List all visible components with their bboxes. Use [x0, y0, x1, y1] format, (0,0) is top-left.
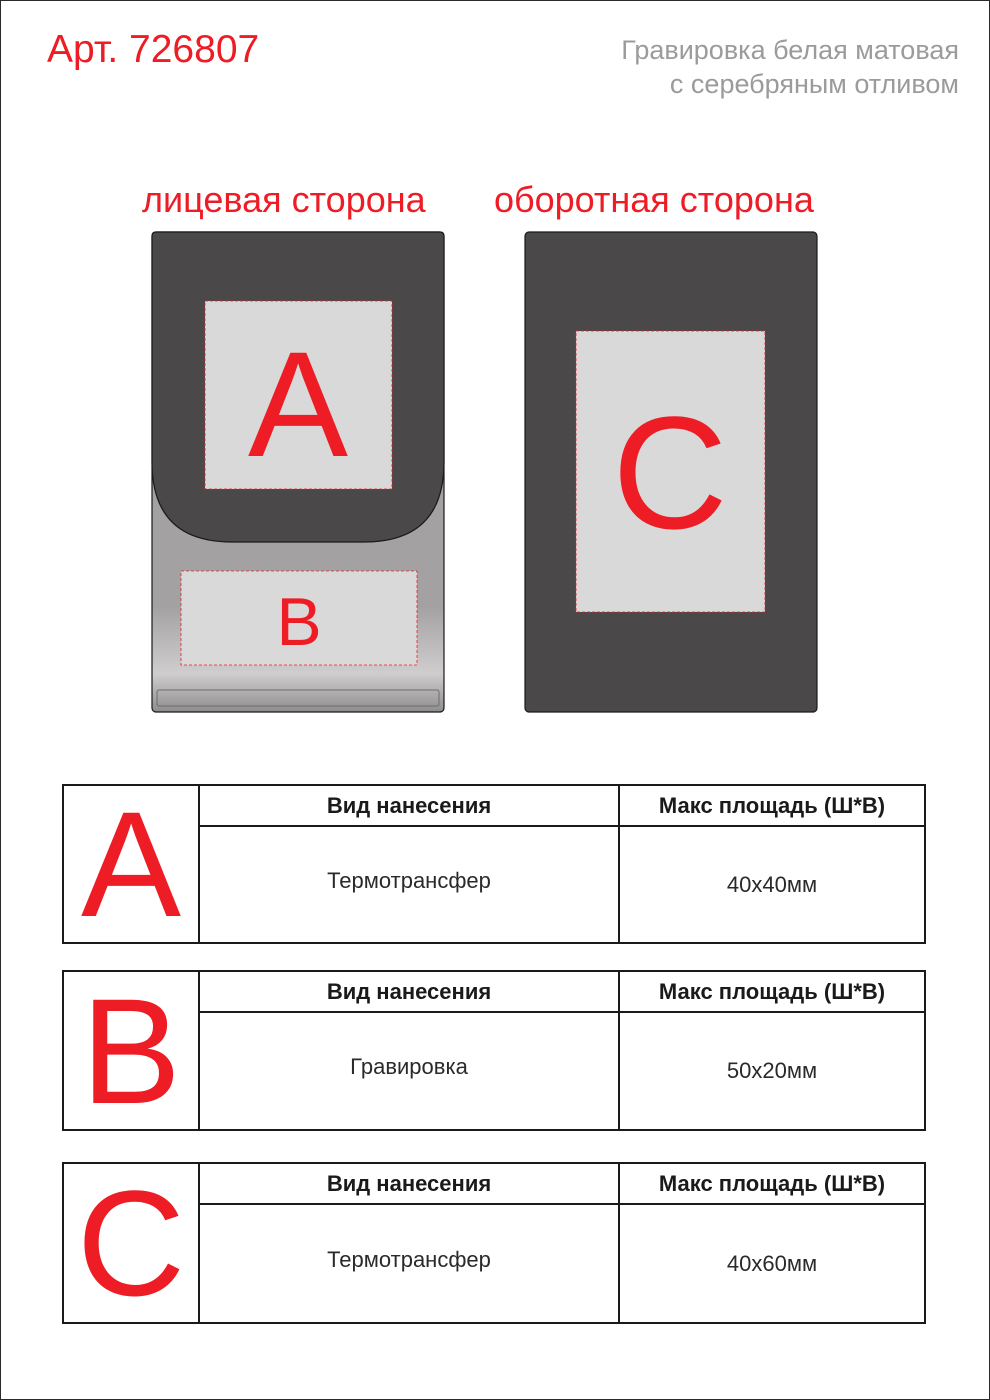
method-value: Термотрансфер: [200, 827, 620, 942]
area-header: Макс площадь (Ш*В): [620, 786, 924, 827]
zone-a-table-letter: A: [64, 786, 200, 942]
back-side-label: оборотная сторона: [494, 179, 814, 220]
area-header: Макс площадь (Ш*В): [620, 1164, 924, 1205]
back-side-view: [525, 232, 817, 712]
area-header: Макс площадь (Ш*В): [620, 972, 924, 1013]
zone-a-letter: A: [247, 320, 349, 488]
front-side-view: [152, 232, 444, 712]
description-line-1: Гравировка белая матовая: [621, 35, 959, 65]
area-value: 40x40мм: [726, 871, 818, 897]
description-line-2: с серебряным отливом: [669, 69, 959, 99]
method-header: Вид нанесения: [200, 972, 620, 1013]
zone-c-table-letter: C: [64, 1164, 200, 1322]
area-value: 50x20мм: [726, 1058, 818, 1083]
area-value: 40x60мм: [726, 1250, 818, 1276]
zone-c-table: [62, 1159, 926, 1327]
zone-b-table: [62, 966, 926, 1135]
method-value: Гравировка: [200, 1013, 620, 1129]
method-header: Вид нанесения: [200, 1164, 620, 1205]
front-side-label: лицевая сторона: [142, 179, 426, 220]
article-number: Арт. 726807: [47, 28, 260, 71]
zone-b-table-letter: B: [64, 972, 200, 1129]
zone-a-table: [62, 780, 926, 948]
method-value: Термотрансфер: [200, 1205, 620, 1322]
zone-b-letter: B: [276, 584, 322, 660]
method-header: Вид нанесения: [200, 786, 620, 827]
zone-c-letter: C: [612, 383, 728, 562]
